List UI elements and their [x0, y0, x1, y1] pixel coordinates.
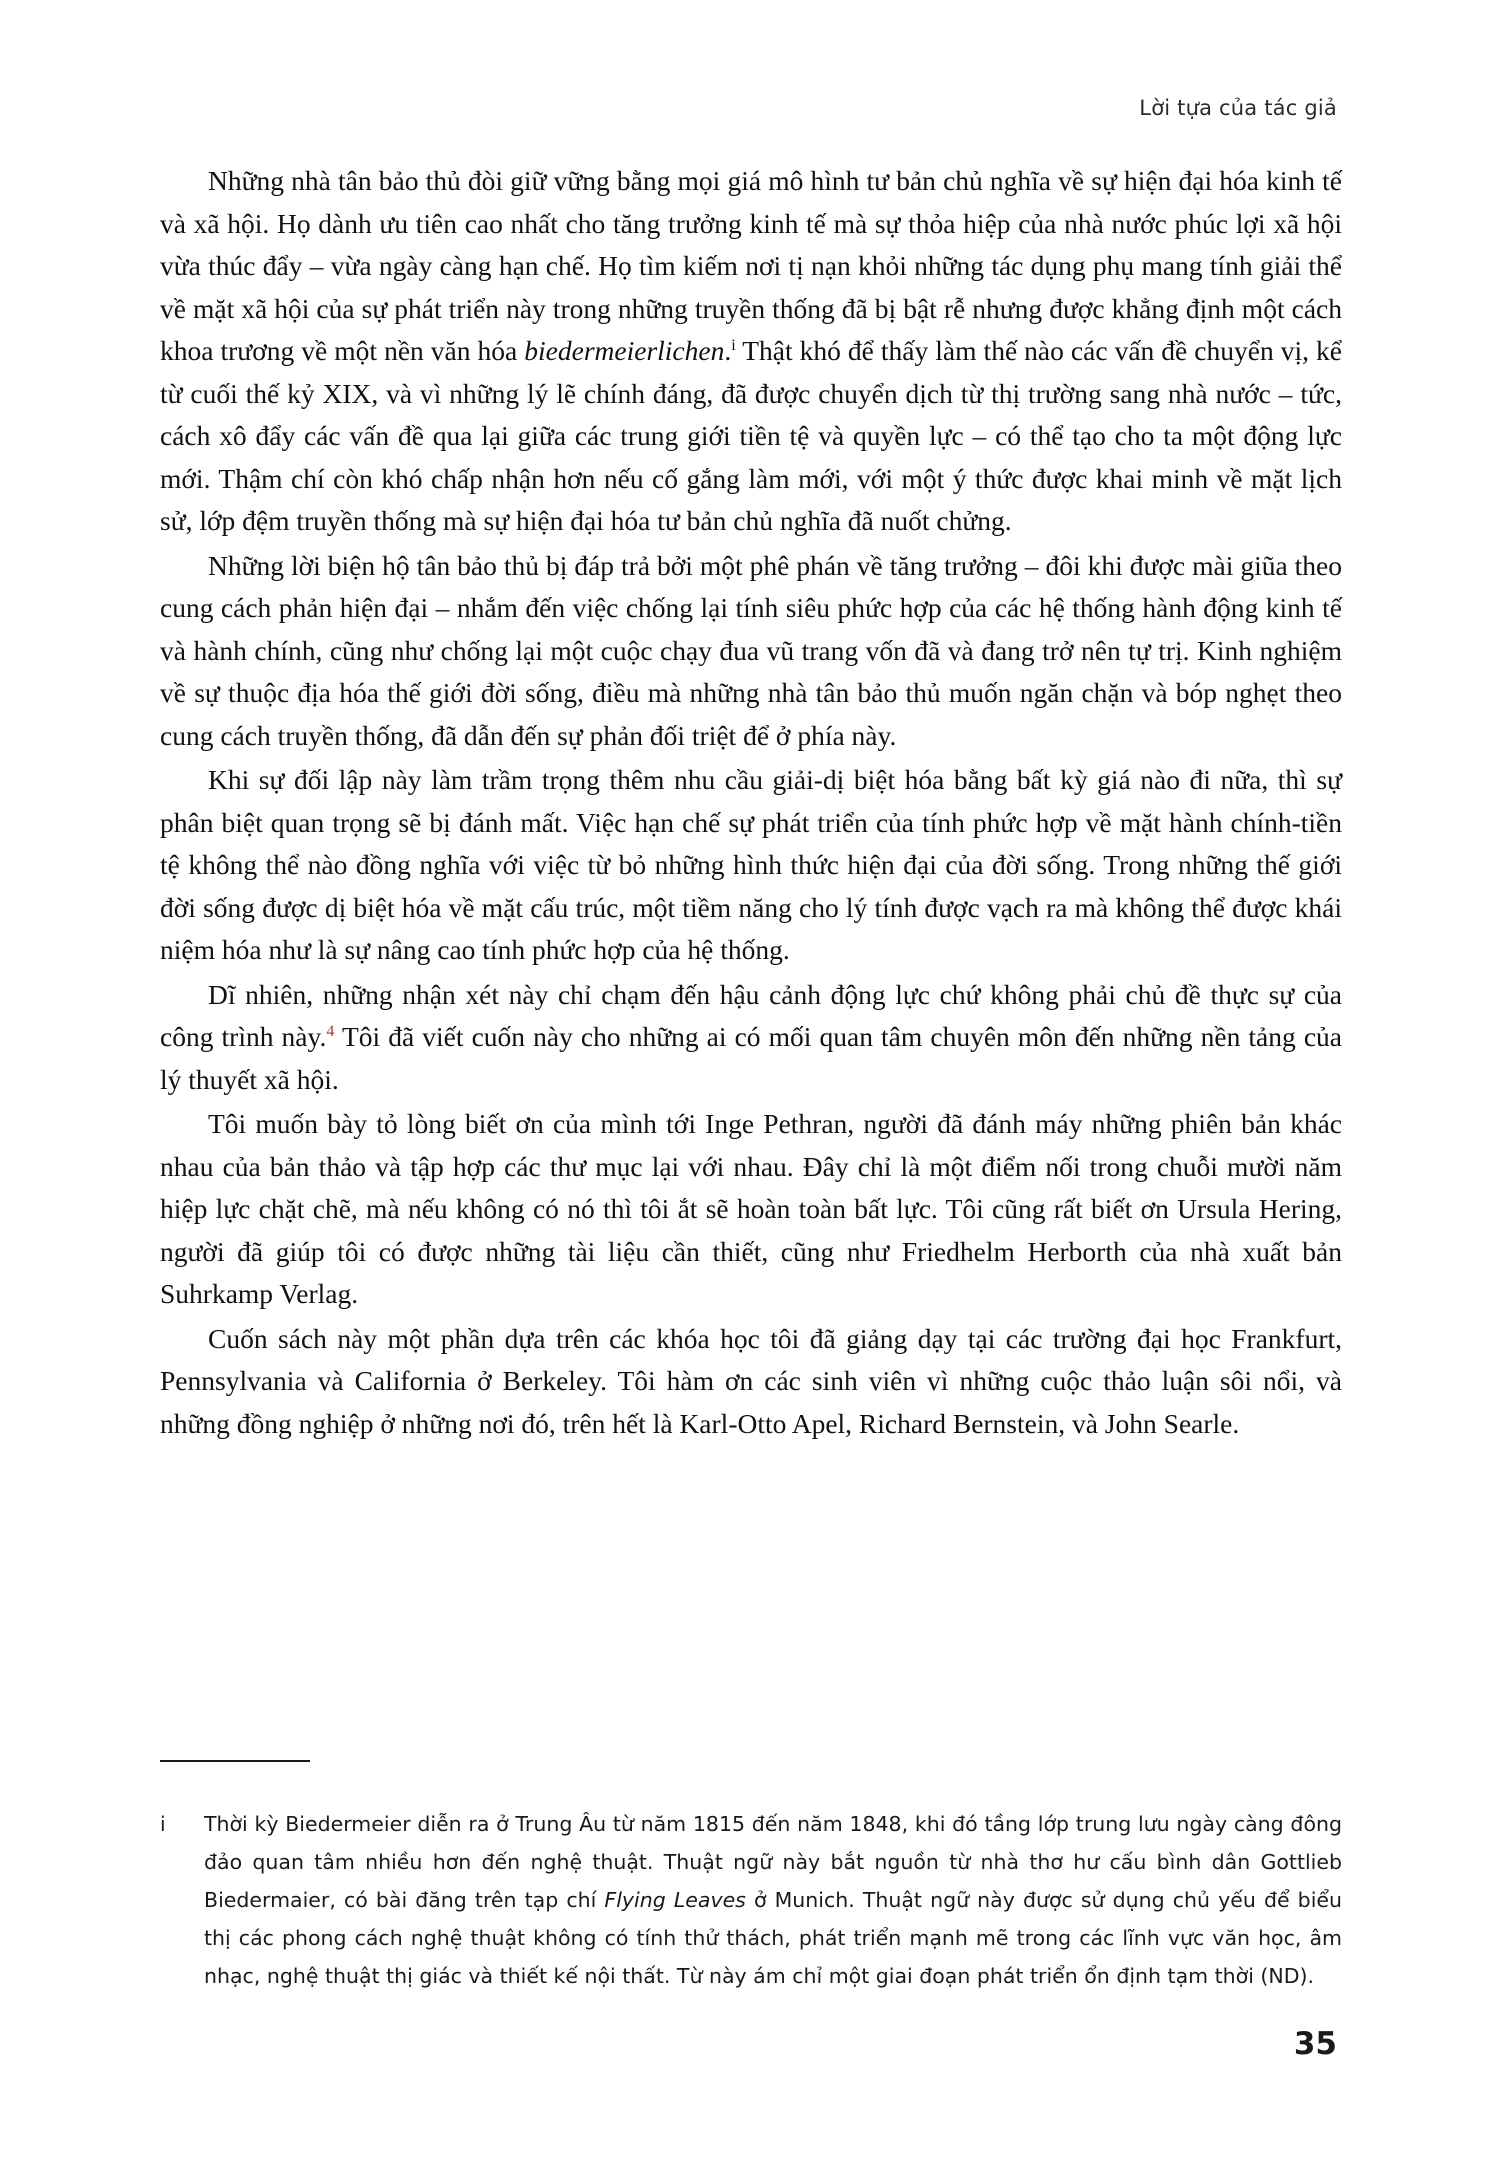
italic-text: biedermeierlichen [524, 335, 725, 366]
body-text-column [160, 160, 1342, 1447]
paragraph: Những nhà tân bảo thủ đòi giữ vững bằng mọi giá mô hình tư bản chủ nghĩa về sự hiện đại hóa kinh tế và xã hội. Họ dành ưu tiên cao nhất cho tăng trưởng kinh tế mà sự thỏa hiệp của nhà nước phúc lợi xã hội vừa thúc đẩy – vừa ngày càng hạn chế. Họ tìm kiếm nơi tị nạn khỏi những tác dụng phụ mang tính giải thể về mặt xã hội của sự phát triển này trong những truyền thống đã bị bật rễ nhưng được khẳng định một cách khoa trương về một nền văn hóa biedermeierlichen.$^i$ Thật khó để thấy làm thế nào các vấn đề chuyển vị, kể từ cuối thế kỷ XIX, và vì những lý lẽ chính đáng, đã được chuyển dịch từ thị trường sang nhà nước – tức, cách xô đẩy các vấn đề qua lại giữa các trung giới tiền tệ và quyền lực – có thể tạo cho ta một động lực mới. Thậm chí còn khó chấp nhận hơn nếu cố gắng làm mới, với một ý thức được khai minh về mặt lịch sử, lớp đệm truyền thống mà sự hiện đại hóa tư bản chủ nghĩa đã nuốt chửng. [160, 165, 1342, 536]
paragraph: Những lời biện hộ tân bảo thủ bị đáp trả bởi một phê phán về tăng trưởng – đôi khi được mài giũa theo cung cách phản hiện đại – nhắm đến việc chống lại tính siêu phức hợp của các hệ thống hành động kinh tế và hành chính, cũng như chống lại một cuộc chạy đua vũ trang vốn đã và đang trở nên tự trị. Kinh nghiệm về sự thuộc địa hóa thế giới đời sống, điều mà những nhà tân bảo thủ muốn ngăn chặn và bóp nghẹt theo cung cách truyền thống, đã dẫn đến sự phản đối triệt để ở phía này. [160, 549, 1342, 751]
footnote-reference[interactable]: i [731, 336, 736, 354]
footnote [160, 1805, 1342, 1995]
paragraph: Khi sự đối lập này làm trầm trọng thêm nhu cầu giải-dị biệt hóa bằng bất kỳ giá nào đi nữa, thì sự phân biệt quan trọng sẽ bị đánh mất. Việc hạn chế sự phát triển của tính phức hợp về mặt hành chính-tiền tệ không thể nào đồng nghĩa với việc từ bỏ những hình thức hiện đại của đời sống. Trong những thế giới đời sống được dị biệt hóa về mặt cấu trúc, một tiềm năng cho lý tính được vạch ra mà không thể được khái niệm hóa như là sự nâng cao tính phức hợp của hệ thống. [160, 764, 1342, 965]
paragraph: Tôi muốn bày tỏ lòng biết ơn của mình tới Inge Pethran, người đã đánh máy những phiên bản khác nhau của bản thảo và tập hợp các thư mục lại với nhau. Đây chỉ là một điểm nối trong chuỗi mười năm hiệp lực chặt chẽ, mà nếu không có nó thì tôi ắt sẽ hoàn toàn bất lực. Tôi cũng rất biết ơn Ursula Hering, người đã giúp tôi có được những tài liệu cần thiết, cũng như Friedhelm Herborth của nhà xuất bản Suhrkamp Verlag. [160, 1108, 1342, 1309]
paragraph: Cuốn sách này một phần dựa trên các khóa học tôi đã giảng dạy tại các trường đại học Frankfurt, Pennsylvania và California ở Berkeley. Tôi hàm ơn các sinh viên vì những cuộc thảo luận sôi nổi, và những đồng nghiệp ở những nơi đó, trên hết là Karl-Otto Apel, Richard Bernstein, và John Searle. [160, 1322, 1342, 1439]
paragraph: Dĩ nhiên, những nhận xét này chỉ chạm đến hậu cảnh động lực chứ không phải chủ đề thực sự của công trình này.$^4$ Tôi đã viết cuốn này cho những ai có mối quan tâm chuyên môn đến những nền tảng của lý thuyết xã hội. [160, 978, 1342, 1095]
footnote-separator-rule [160, 1760, 310, 1762]
footnote-text: Thời kỳ Biedermeier diễn ra ở Trung Âu từ năm 1815 đến năm 1848, khi đó tầng lớp trung lưu ngày càng đông đảo quan tâm nhiều hơn đến nghệ thuật. Thuật ngữ này bắt nguồn từ nhà thơ hư cấu bình dân Gottlieb Biedermaier, có bài đăng trên tạp chí Flying Leaves ở Munich. Thuật ngữ này được sử dụng chủ yếu để biểu thị các phong cách nghệ thuật không có tính thử thách, phát triển mạnh mẽ trong các lĩnh vực văn học, âm nhạc, nghệ thuật thị giác và thiết kế nội thất. Từ này ám chỉ một giai đoạn phát triển ổn định tạm thời (ND). [204, 1812, 1343, 1988]
endnote-reference[interactable]: 4 [326, 1022, 335, 1040]
running-head: Lời tựa của tác giả [1139, 96, 1337, 120]
italic-text: Flying Leaves [604, 1888, 746, 1912]
footnote-marker: i [160, 1812, 166, 1836]
page-number: 35 [1293, 2026, 1337, 2062]
